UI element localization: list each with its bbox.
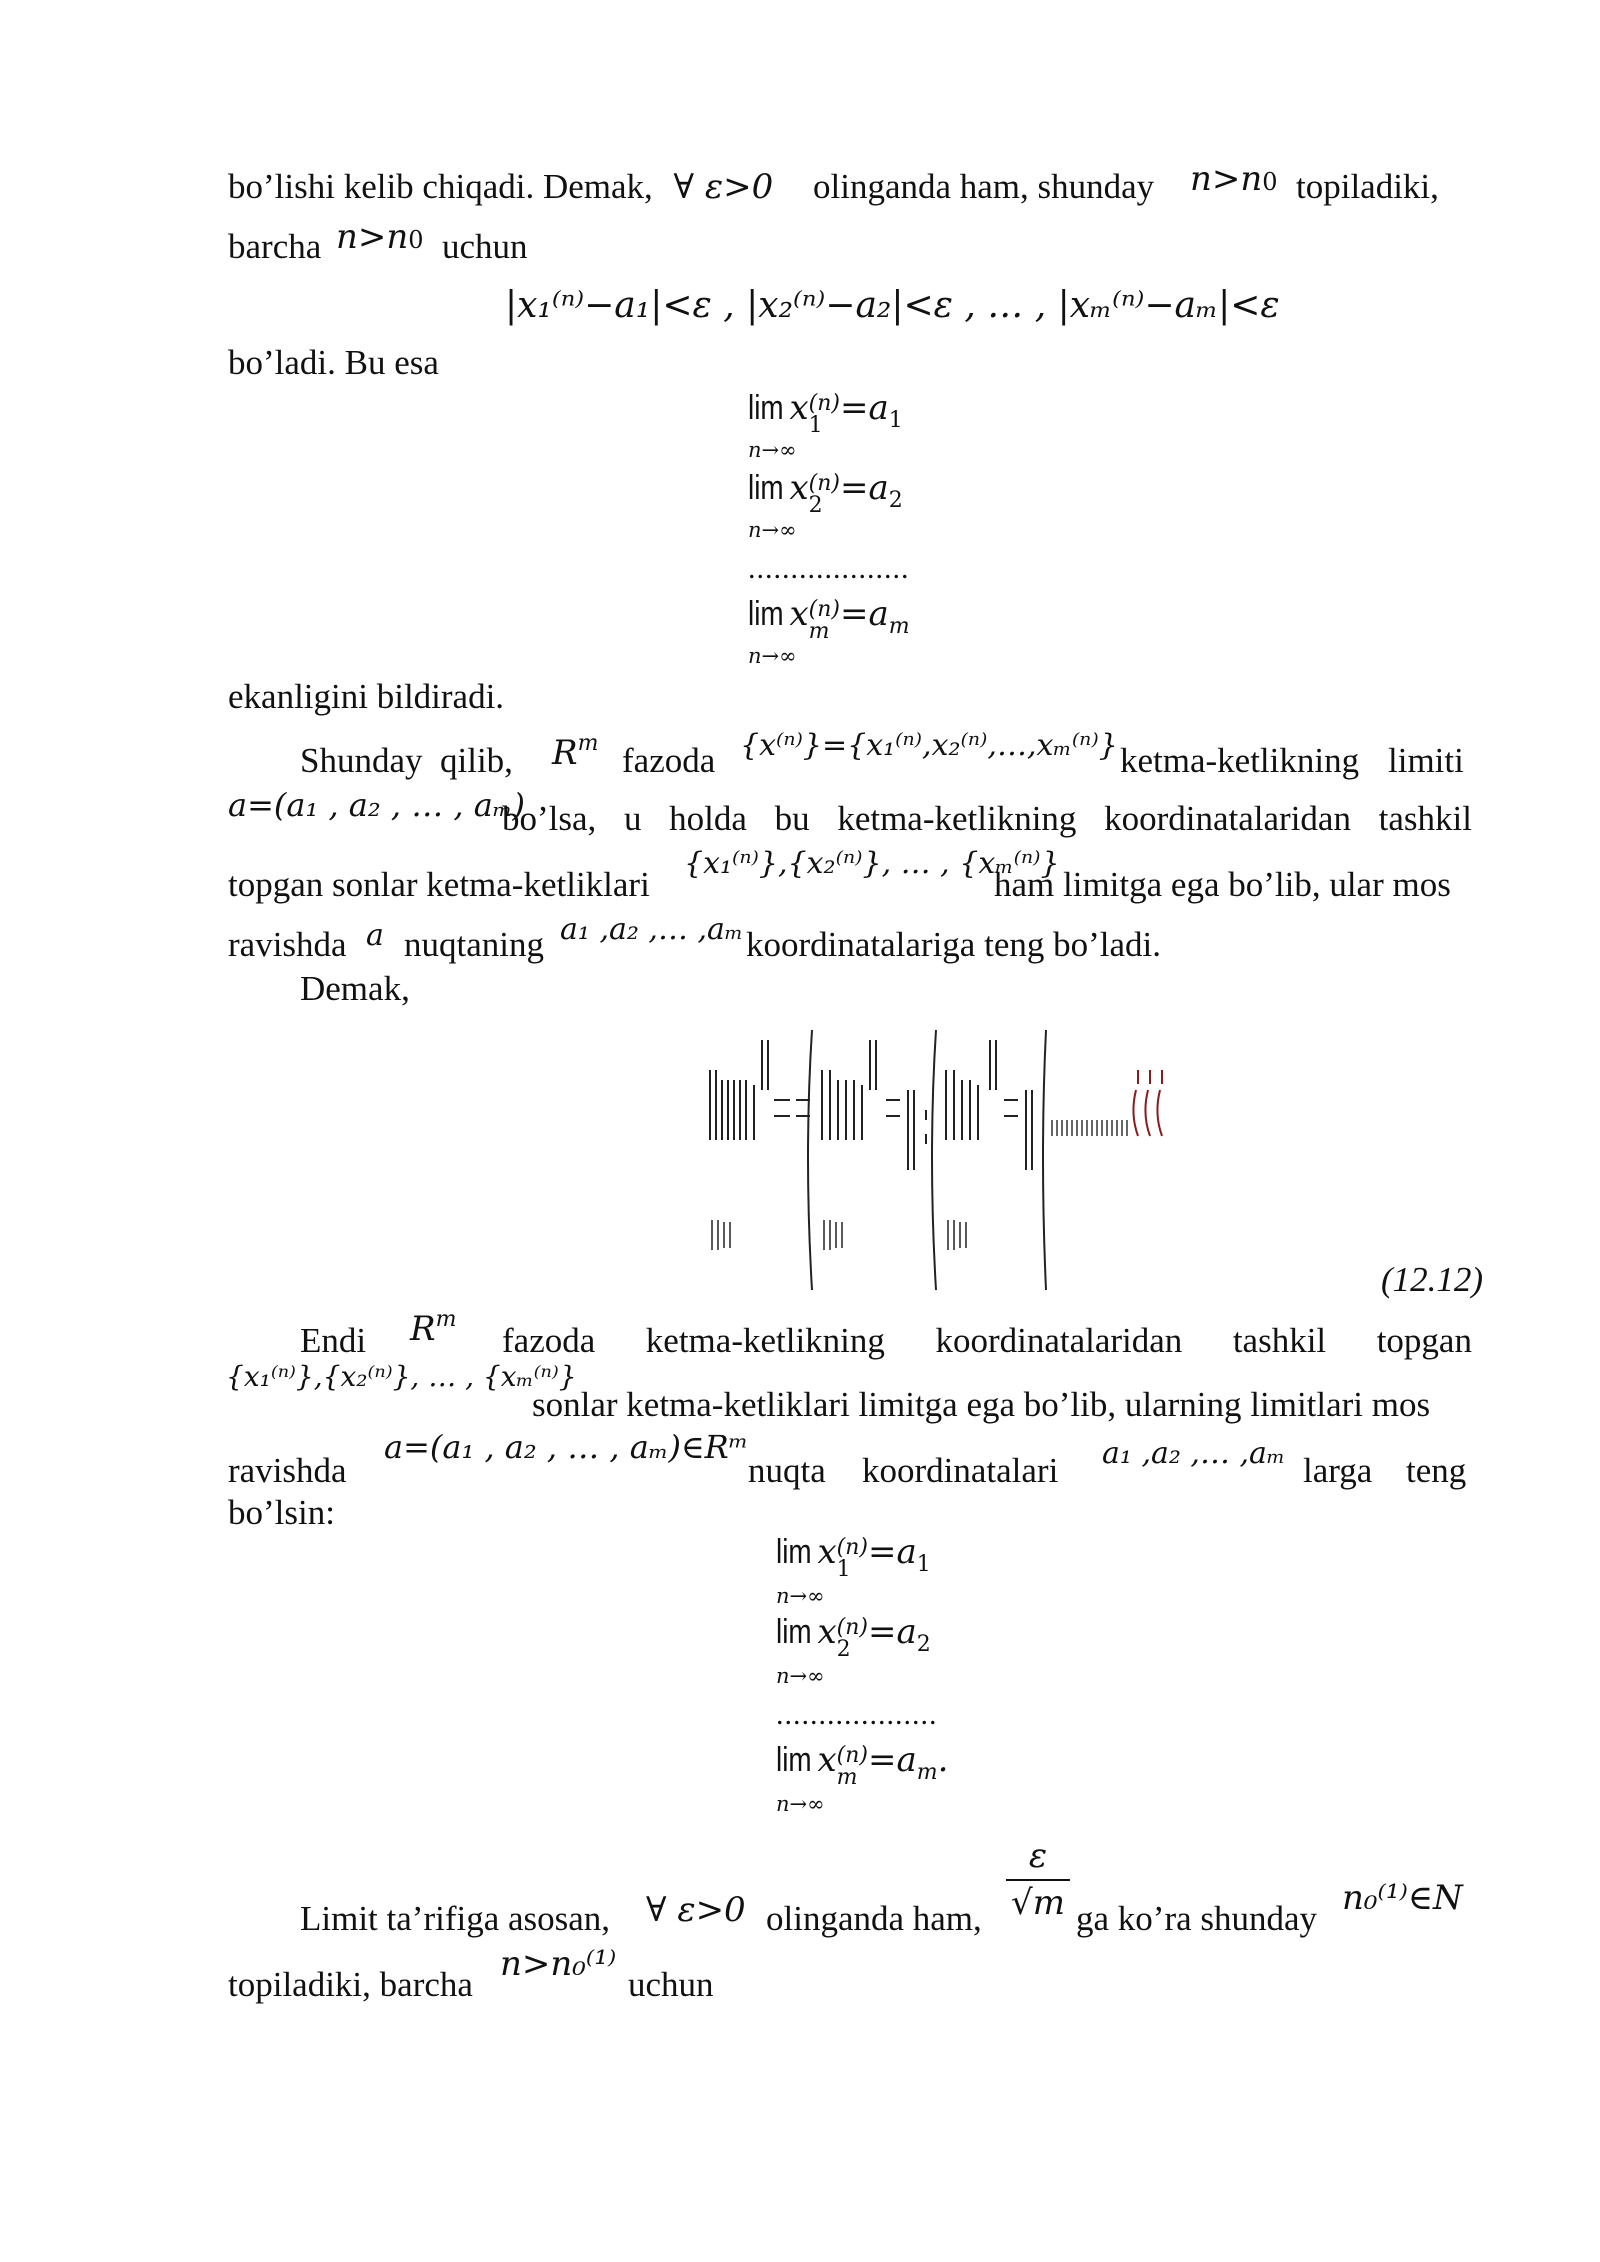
math: n>n xyxy=(1190,159,1263,199)
math: x xyxy=(789,468,809,508)
text: topgan xyxy=(1376,1321,1472,1360)
text: ham limitga ega bo’lib, ular mos xyxy=(994,865,1451,904)
text: tashkil xyxy=(1232,1321,1327,1360)
math-sub: m xyxy=(916,1760,938,1785)
text: ketma-ketlikning xyxy=(1120,741,1360,780)
text: limiti xyxy=(1388,741,1464,780)
math-sub: m xyxy=(888,614,910,639)
math-sub: 2 xyxy=(836,1637,851,1663)
dots-row: ................... xyxy=(776,1698,938,1731)
text: tashkil xyxy=(1378,799,1472,838)
text-line-15a xyxy=(228,1964,473,2006)
text: fazoda xyxy=(502,1321,596,1360)
math-a-in-Rm: a=(a₁ , a₂ , … , aₘ)∈Rᵐ xyxy=(384,1428,749,1466)
math-forall-eps: ∀ ε>0 xyxy=(673,167,774,207)
fraction-bar xyxy=(1006,1879,1070,1881)
text-line-5c xyxy=(622,740,715,782)
math: n>n xyxy=(336,217,409,257)
text-line-7b xyxy=(994,864,1451,906)
text-line-2b xyxy=(442,226,528,268)
text: Shunday xyxy=(300,741,423,780)
text-line-1c xyxy=(1296,166,1439,208)
text-line-5d xyxy=(1120,740,1359,782)
lim-operator: lim xyxy=(748,469,784,507)
text: larga xyxy=(1303,1451,1373,1490)
math: =a xyxy=(867,1612,917,1652)
text: ketma-ketlikning xyxy=(645,1321,885,1360)
math-Rm xyxy=(552,732,598,774)
text: nuqtaning xyxy=(404,925,544,964)
math-sup: (n) xyxy=(808,597,840,623)
text-line-14b xyxy=(766,1898,982,1940)
text: holda xyxy=(669,799,747,838)
text: bu xyxy=(774,799,810,838)
text: bo’lsin: xyxy=(228,1493,335,1532)
text: topiladiki, xyxy=(1296,167,1439,206)
math-sub: 0 xyxy=(408,226,424,254)
math-n-gt-n0-2 xyxy=(336,216,424,258)
text-line-11 xyxy=(532,1384,1430,1426)
text: koordinatalaridan xyxy=(935,1321,1183,1360)
math-sub: 2 xyxy=(916,1632,931,1657)
limit-row-1 xyxy=(776,1532,931,1581)
limit-row-m xyxy=(776,1740,948,1789)
math-sub: 1 xyxy=(916,1552,931,1577)
math: x xyxy=(817,1612,837,1652)
math-sup: (n) xyxy=(836,1615,868,1641)
text: uchun xyxy=(442,227,528,266)
math-a-def: a=(a₁ , a₂ , … , aₘ) xyxy=(228,786,525,824)
math: . xyxy=(937,1740,949,1780)
text: Demak, xyxy=(300,969,410,1008)
text: nuqta xyxy=(748,1451,826,1490)
lim-operator: lim xyxy=(748,389,784,427)
text: ravishda xyxy=(228,1451,347,1490)
text-line-15b xyxy=(628,1964,714,2006)
text: bo’lsa, xyxy=(502,799,597,838)
text-line-14c xyxy=(1076,1898,1317,1940)
math: x xyxy=(789,388,809,428)
text: uchun xyxy=(628,1965,714,2004)
math: =a xyxy=(867,1740,917,1780)
text: barcha xyxy=(228,227,322,266)
text: Endi xyxy=(300,1321,367,1360)
math: x xyxy=(789,594,809,634)
math: =a xyxy=(839,388,889,428)
math-sub: 0 xyxy=(1262,168,1278,196)
math-n-gt-n01: n>n₀⁽¹⁾ xyxy=(500,1944,617,1984)
text-line-3 xyxy=(228,342,439,384)
math-sup: (n) xyxy=(808,471,840,497)
text-line-8b xyxy=(404,924,544,966)
math-sup: m xyxy=(577,731,599,756)
math-n-gt-n0 xyxy=(1190,158,1278,200)
text-line-4 xyxy=(228,676,504,718)
math: R xyxy=(410,1309,436,1349)
lim-subscript: n→∞ xyxy=(748,644,797,668)
text-line-12a xyxy=(228,1450,347,1492)
equation-number: (12.12) xyxy=(1380,1260,1483,1299)
math-a-list-2: a₁ ,a₂ ,… ,aₘ xyxy=(1102,1436,1286,1471)
lim-subscript: n→∞ xyxy=(776,1664,825,1688)
math-a: a xyxy=(366,918,384,953)
math-sub: 1 xyxy=(888,408,903,433)
text-line-10 xyxy=(502,1320,1472,1362)
math-sub: 1 xyxy=(836,1557,851,1583)
math-fraction xyxy=(1006,1836,1070,1924)
math-a-list: a₁ ,a₂ ,… ,aₘ xyxy=(560,912,744,947)
text-line-2 xyxy=(228,226,321,268)
text-line-12d xyxy=(1303,1450,1372,1492)
math-sub: m xyxy=(808,619,830,645)
text: fazoda xyxy=(622,741,716,780)
text-line-5 xyxy=(300,740,513,782)
text: qilib, xyxy=(440,741,513,780)
lim-subscript: n→∞ xyxy=(776,1584,825,1608)
limit-row-2 xyxy=(776,1612,931,1661)
text-line-6 xyxy=(502,798,1472,840)
text: koordinatalaridan xyxy=(1104,799,1351,838)
text-line-12e xyxy=(1406,1450,1466,1492)
text-line-7 xyxy=(228,864,650,906)
math-seq: {x⁽ⁿ⁾}={x₁⁽ⁿ⁾,x₂⁽ⁿ⁾,…,xₘ⁽ⁿ⁾} xyxy=(740,728,1118,763)
text-line-8c xyxy=(746,924,1161,966)
dots-row: ................... xyxy=(748,552,910,585)
math-sup: (n) xyxy=(808,391,840,417)
math-sup: (n) xyxy=(836,1535,868,1561)
text-line-12c xyxy=(862,1450,1058,1492)
inequality-line: |x₁⁽ⁿ⁾−a₁|<ε , |x₂⁽ⁿ⁾−a₂|<ε , … , |xₘ⁽ⁿ⁾−aₘ|<ε xyxy=(505,285,1280,326)
fraction-numerator: ε xyxy=(1028,1836,1048,1876)
lim-subscript: n→∞ xyxy=(748,518,797,542)
math-n0-1: n₀⁽¹⁾∈N xyxy=(1342,1878,1463,1918)
math-sub: m xyxy=(836,1765,858,1791)
math-forall-eps-2: ∀ ε>0 xyxy=(646,1890,746,1930)
text: topiladiki, barcha xyxy=(228,1965,473,2004)
text-line-1b xyxy=(813,166,1154,208)
text: ketma-ketlikning xyxy=(837,799,1077,838)
math-Rm-2 xyxy=(410,1308,456,1350)
text-line-9 xyxy=(300,968,410,1010)
text-line-10a xyxy=(300,1320,366,1362)
math: x xyxy=(817,1532,837,1572)
text-line-12b xyxy=(748,1450,826,1492)
limit-row-1 xyxy=(748,388,903,437)
text: koordinatalari xyxy=(862,1451,1059,1490)
math: x xyxy=(817,1740,837,1780)
text: teng xyxy=(1406,1451,1467,1490)
math-seqs: {x₁⁽ⁿ⁾},{x₂⁽ⁿ⁾}, … , {xₘ⁽ⁿ⁾} xyxy=(684,846,1060,881)
text: bo’lishi kelib chiqadi. Demak, xyxy=(228,167,653,206)
garbled-equation-graphic xyxy=(700,1010,1180,1300)
text-line-14a xyxy=(300,1898,610,1940)
lim-operator: lim xyxy=(776,1533,812,1571)
text: bo’ladi. Bu esa xyxy=(228,343,439,382)
math-seqs-2: {x₁⁽ⁿ⁾},{x₂⁽ⁿ⁾}, … , {xₘ⁽ⁿ⁾} xyxy=(226,1360,577,1393)
math: =a xyxy=(867,1532,917,1572)
text: Limit ta’rifiga asosan, xyxy=(300,1899,611,1938)
text: topgan sonlar ketma-ketliklari xyxy=(228,865,650,904)
fraction-denominator: √m xyxy=(1011,1882,1065,1923)
limit-row-m xyxy=(748,594,910,643)
text: koordinatalariga teng bo’ladi. xyxy=(746,925,1161,964)
lim-operator: lim xyxy=(748,595,784,633)
math-sub: 2 xyxy=(808,493,823,519)
math: R xyxy=(552,733,578,773)
text: olinganda ham, shunday xyxy=(813,167,1155,206)
math: =a xyxy=(839,468,889,508)
lim-operator: lim xyxy=(776,1741,812,1779)
text: ravishda xyxy=(228,925,347,964)
math-sup: m xyxy=(435,1307,457,1332)
text-line-5e xyxy=(1388,740,1464,782)
text: u xyxy=(623,799,642,838)
limit-row-2 xyxy=(748,468,903,517)
text: sonlar ketma-ketliklari limitga ega bo’lib, ularning limitlari mos xyxy=(532,1385,1431,1424)
text: ga ko’ra shunday xyxy=(1076,1899,1318,1938)
lim-subscript: n→∞ xyxy=(776,1792,825,1816)
text: olinganda ham, xyxy=(766,1899,982,1938)
lim-operator: lim xyxy=(776,1613,812,1651)
text-line-8 xyxy=(228,924,347,966)
text: ekanligini bildiradi. xyxy=(228,677,505,716)
math-sup: (n) xyxy=(836,1743,868,1769)
text-line-1 xyxy=(228,166,773,208)
lim-subscript: n→∞ xyxy=(748,438,797,462)
math-sub: 1 xyxy=(808,413,823,439)
math-sub: 2 xyxy=(888,488,903,513)
math: =a xyxy=(839,594,889,634)
text-line-13 xyxy=(228,1492,335,1534)
